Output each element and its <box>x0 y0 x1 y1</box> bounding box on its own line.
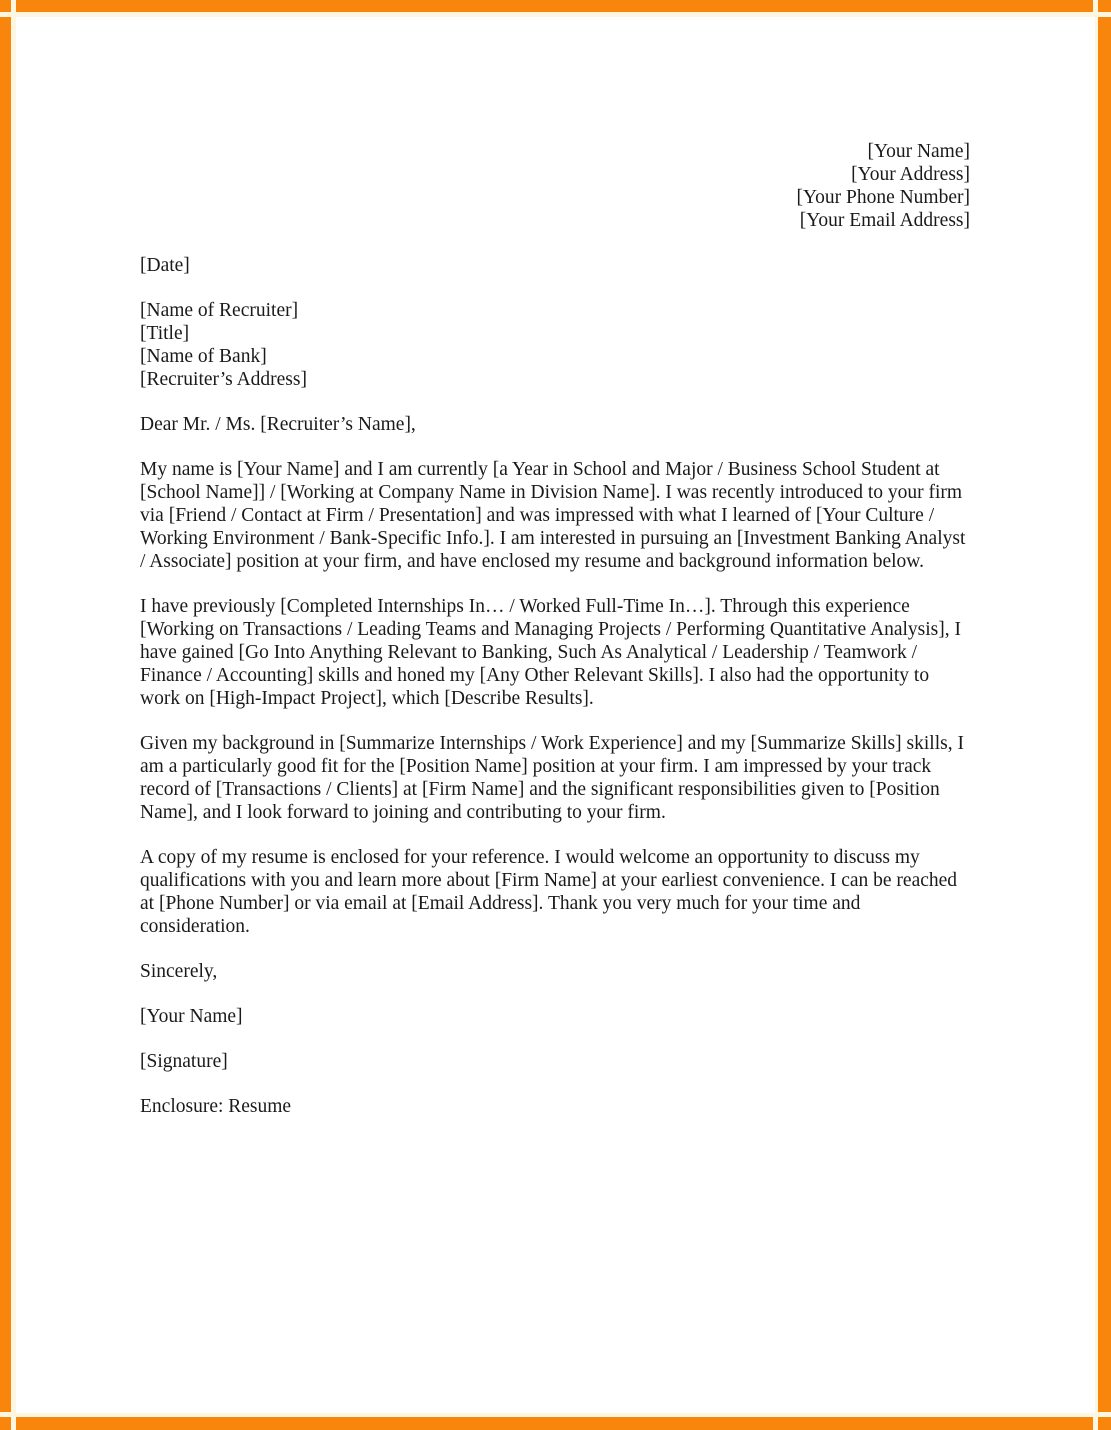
enclosure-note: Enclosure: Resume <box>140 1096 292 1117</box>
sender-email: [Your Email Address] <box>799 210 970 231</box>
letter-page <box>16 17 1095 1413</box>
salutation-line: Dear Mr. / Ms. [Recruiter’s Name], <box>140 414 416 435</box>
recipient-organization: [Name of Bank] <box>140 346 267 367</box>
sender-contact-block <box>140 140 970 232</box>
recipient-address-block <box>140 299 970 391</box>
sender-name: [Your Name] <box>867 141 970 162</box>
cover-letter-body <box>140 140 970 1118</box>
sender-address: [Your Address] <box>851 164 970 185</box>
body-paragraph-4: A copy of my resume is enclosed for your reference. I would welcome an opportunity to discuss my qualifications with you and learn more about [Firm Name] at your earliest convenience. I can be reached at [Phone Number] or via email at [Email Address]. Thank you very much for your time and consideration. <box>140 847 958 937</box>
recipient-title: [Title] <box>140 323 190 344</box>
date-block <box>140 254 970 277</box>
signature-placeholder: [Signature] <box>140 1051 228 1072</box>
body-paragraph-1: My name is [Your Name] and I am currently [a Year in School and Major / Business School Student at [School Name]] / [Working at Company Name in Division Name]. I was recently introduced to your firm via [Friend / Contact at Firm / Presentation] and was impressed with what I learned of [Your Culture / Working Environment / Bank-Specific Info.]. I am interested in pursuing an [Investment Banking Analyst / Associate] position at your firm, and have enclosed my resume and background information below. <box>140 459 966 572</box>
recipient-name: [Name of Recruiter] <box>140 300 299 321</box>
sender-phone: [Your Phone Number] <box>796 187 970 208</box>
closing-valediction: Sincerely, <box>140 961 218 982</box>
body-paragraph-3: Given my background in [Summarize Internships / Work Experience] and my [Summarize Skills] skills, I am a particularly good fit for the [Position Name] position at your firm. I am impressed by your track record of [Transactions / Clients] at [Firm Name] and the significant responsibilities given to [Position Name], and I look forward to joining and contributing to your firm. <box>140 733 964 823</box>
closing-name: [Your Name] <box>140 1006 243 1027</box>
recipient-address: [Recruiter’s Address] <box>140 369 307 390</box>
salutation-block <box>140 413 970 436</box>
date-line: [Date] <box>140 255 190 276</box>
body-paragraph-2: I have previously [Completed Internships In… / Worked Full-Time In…]. Through this experience [Working on Transactions / Leading Teams and Managing Projects / Performing Quantitative Analysis], I have gained [Go Into Anything Relevant to Banking, Such As Analytical / Leadership / Teamwork / Finance / Accounting] skills and honed my [Any Other Relevant Skills]. I also had the opportunity to work on [High-Impact Project], which [Describe Results]. <box>140 596 961 709</box>
